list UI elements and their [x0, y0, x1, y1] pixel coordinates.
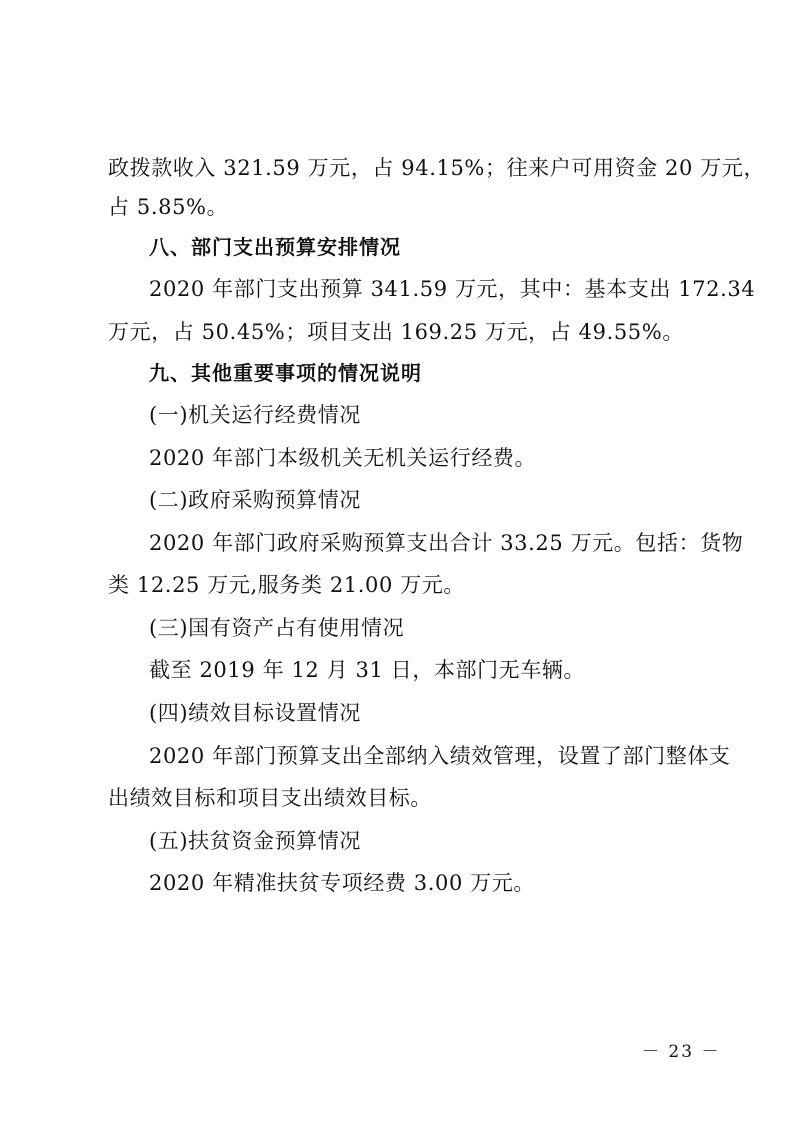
paragraph-line-income-continued: 政拨款收入 321.59 万元，占 94.15%；往来户可用资金 20 万元，	[108, 156, 766, 180]
paragraph-line-procurement-breakdown: 类 12.25 万元,服务类 21.00 万元。	[108, 573, 466, 597]
paragraph-line-income-share: 占 5.85%。	[108, 195, 229, 219]
paragraph-line-state-assets: 截至 2019 年 12 月 31 日，本部门无车辆。	[149, 658, 586, 682]
section-heading-other-matters: 九、其他重要事项的情况说明	[149, 361, 422, 385]
subsection-heading-poverty-funds: (五)扶贫资金预算情况	[149, 829, 361, 853]
paragraph-line-expenditure-breakdown: 万元，占 50.45%；项目支出 169.25 万元，占 49.55%。	[108, 320, 684, 344]
paragraph-line-performance-management: 2020 年部门预算支出全部纳入绩效管理，设置了部门整体支	[149, 744, 731, 768]
section-heading-expenditure-budget: 八、部门支出预算安排情况	[149, 235, 401, 259]
paragraph-line-performance-goals: 出绩效目标和项目支出绩效目标。	[108, 786, 432, 810]
paragraph-line-expenditure-total: 2020 年部门支出预算 341.59 万元，其中：基本支出 172.34	[149, 277, 756, 301]
subsection-heading-performance-goals: (四)绩效目标设置情况	[149, 701, 361, 725]
paragraph-line-poverty-funds: 2020 年精准扶贫专项经费 3.00 万元。	[149, 871, 536, 895]
subsection-heading-procurement: (二)政府采购预算情况	[149, 488, 361, 512]
paragraph-line-procurement-total: 2020 年部门政府采购预算支出合计 33.25 万元。包括：货物	[149, 531, 744, 555]
subsection-heading-operating-expenses: (一)机关运行经费情况	[149, 403, 361, 427]
subsection-heading-state-assets: (三)国有资产占有使用情况	[149, 616, 405, 640]
page-number: － 23 －	[642, 1042, 721, 1062]
paragraph-line-operating-expenses: 2020 年部门本级机关无机关运行经费。	[149, 446, 537, 470]
